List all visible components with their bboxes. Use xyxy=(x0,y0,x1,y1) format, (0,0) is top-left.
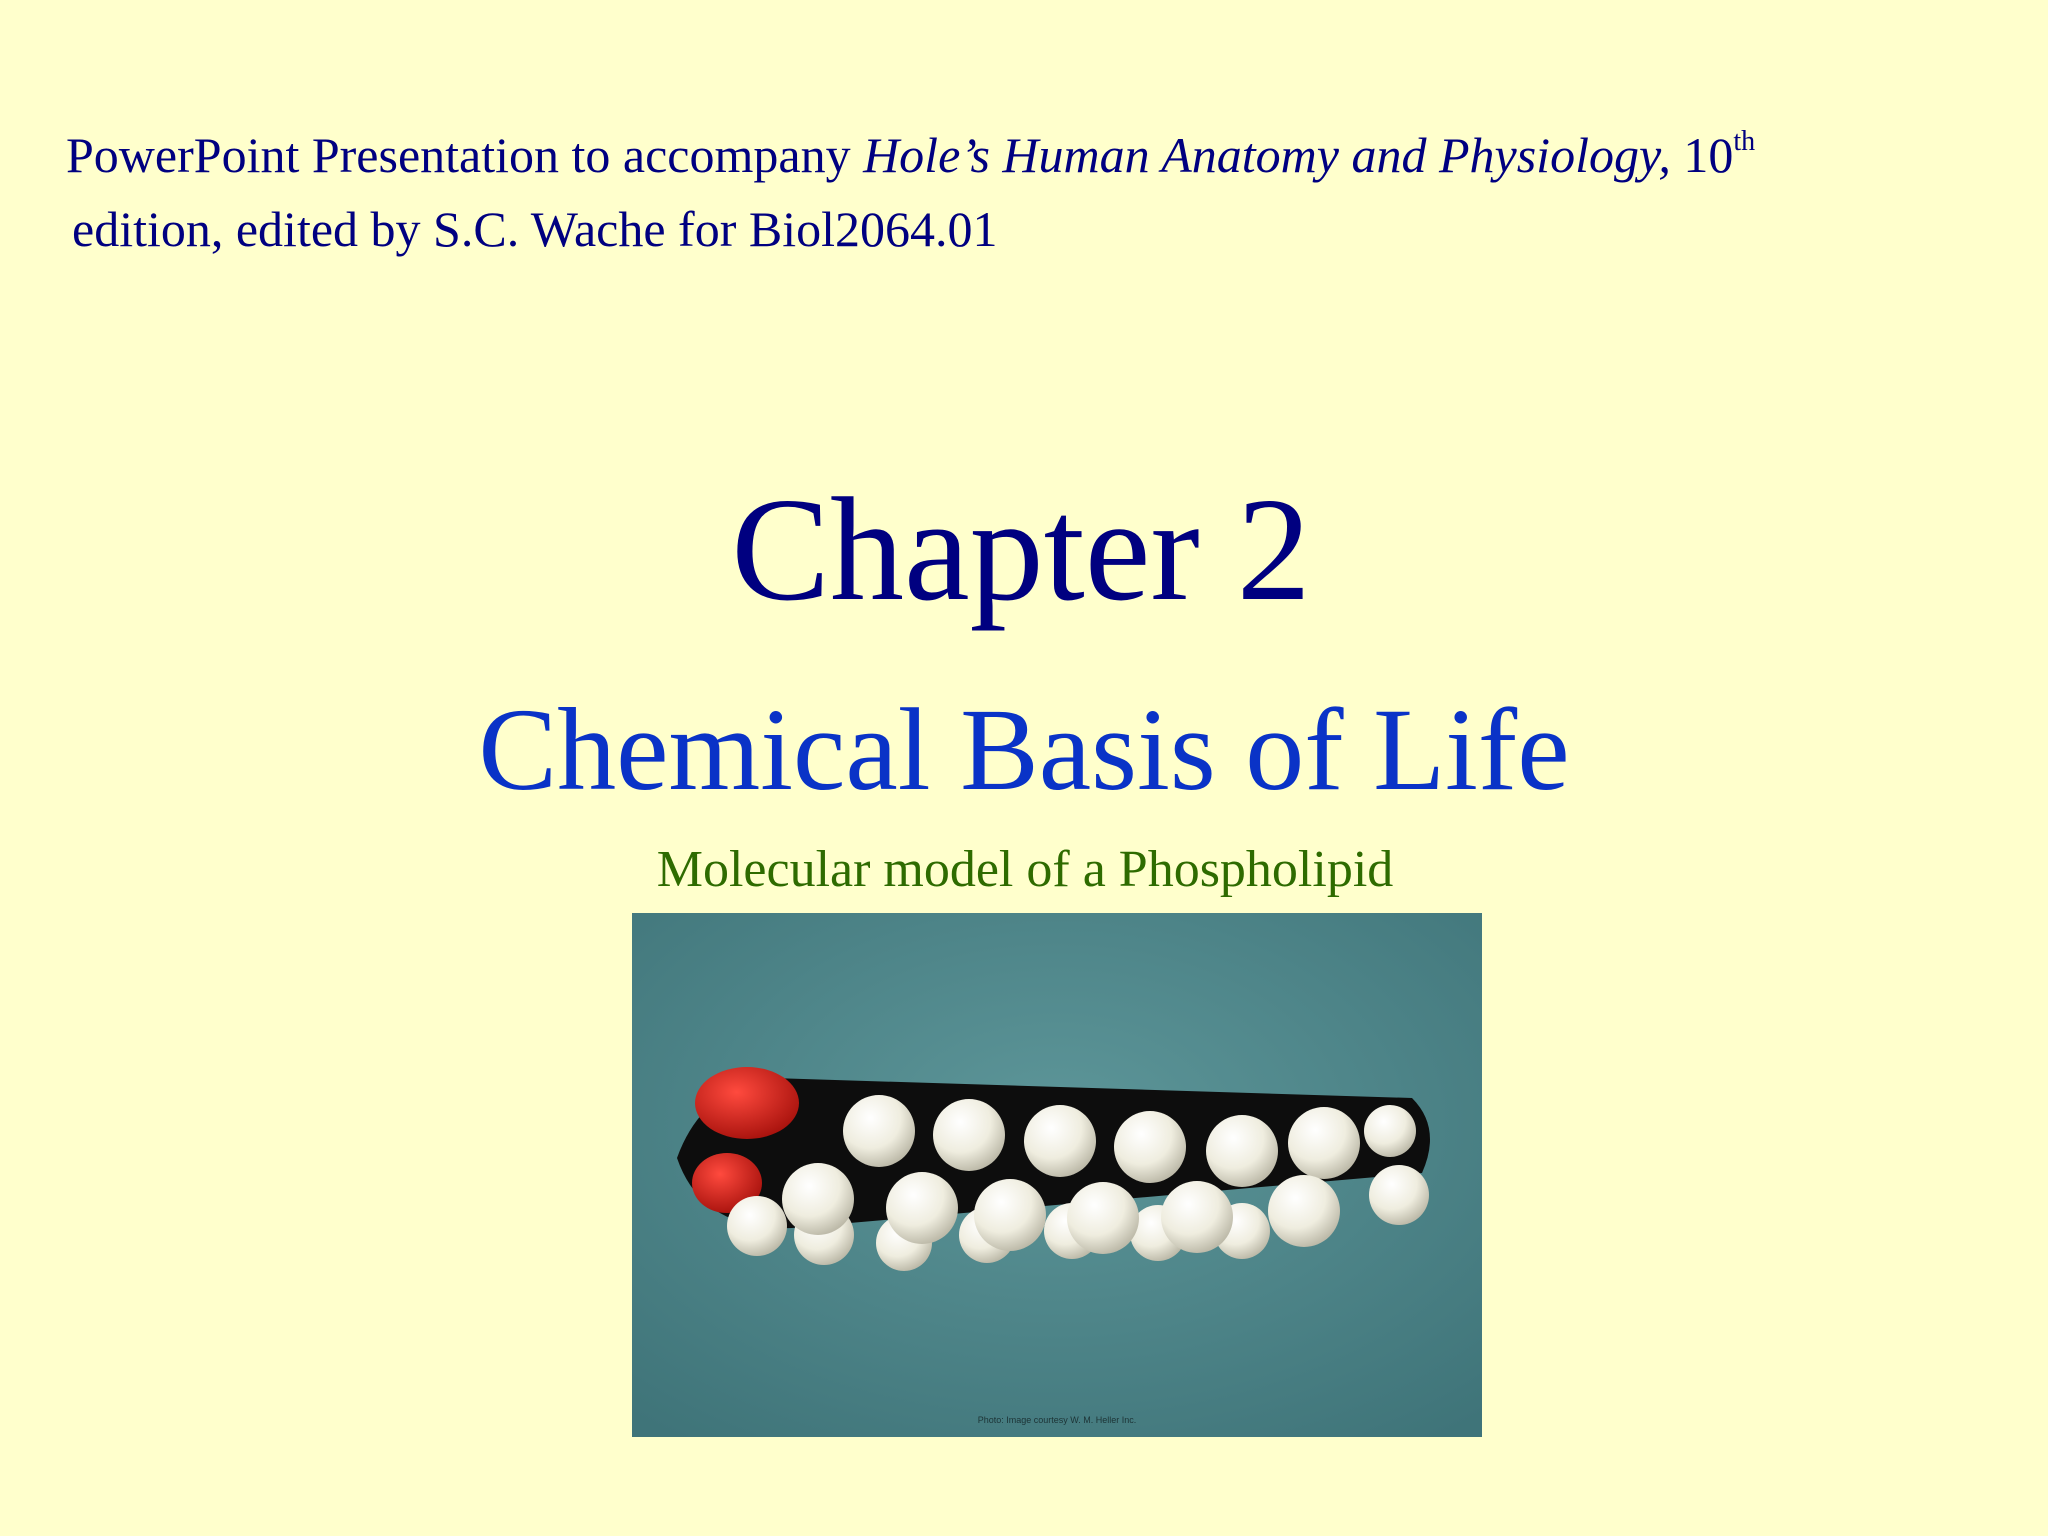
slide-title: Chemical Basis of Life xyxy=(478,684,1570,815)
oxygen-atom xyxy=(695,1067,799,1139)
edition-number: 10 xyxy=(1670,127,1734,183)
phospholipid-photo xyxy=(632,913,1482,1437)
hydrogen-atom xyxy=(974,1179,1046,1251)
hydrogen-atom xyxy=(1024,1105,1096,1177)
hydrogen-atom xyxy=(727,1196,787,1256)
hydrogen-atom xyxy=(1369,1165,1429,1225)
hydrogen-atom xyxy=(1161,1181,1233,1253)
hydrogen-atom xyxy=(1067,1182,1139,1254)
header-line-1 xyxy=(66,118,2026,192)
edition-suffix: th xyxy=(1733,126,1756,157)
photo-credit: Photo: Image courtesy W. M. Heller Inc. xyxy=(977,1415,1137,1425)
header-prefix: PowerPoint Presentation to accompany xyxy=(66,127,864,183)
header-line-2: edition, edited by S.C. Wache for Biol2064.01 xyxy=(72,201,998,257)
slide-header xyxy=(66,118,2026,266)
hydrogen-atom xyxy=(1114,1111,1186,1183)
book-title: Hole’s Human Anatomy and Physiology, xyxy=(863,127,1671,183)
hydrogen-atom xyxy=(1206,1115,1278,1187)
hydrogen-atom xyxy=(886,1172,958,1244)
molecule-model-image xyxy=(632,913,1482,1437)
hydrogen-atom xyxy=(1268,1175,1340,1247)
figure-caption: Molecular model of a Phospholipid xyxy=(656,841,1394,898)
hydrogen-atom xyxy=(782,1163,854,1235)
chapter-heading: Chapter 2 xyxy=(731,468,1311,632)
hydrogen-atom xyxy=(1364,1105,1416,1157)
hydrogen-atom xyxy=(1288,1107,1360,1179)
hydrogen-atom xyxy=(933,1099,1005,1171)
hydrogen-atom xyxy=(843,1095,915,1167)
